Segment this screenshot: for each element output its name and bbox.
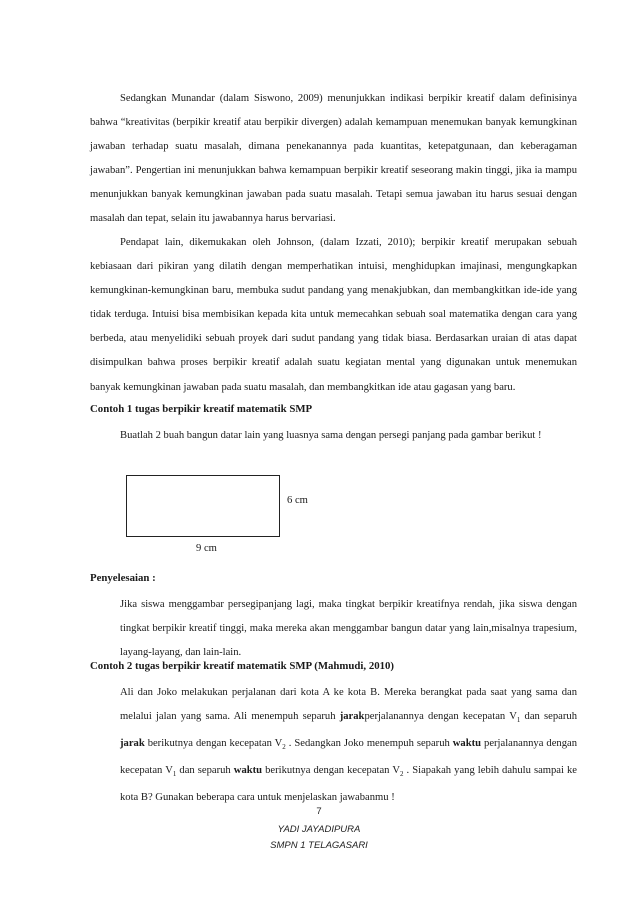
paragraph-johnson: Pendapat lain, dikemukakan oleh Johnson, (dalam Izzati, 2010); berpikir kreatif merupakan sebuah kebiasaan dari pikiran yang dilatih dengan memperhatikan intuisi, menghidupkan imajinasi, mengungkapkan kemungkinan-kemungkinan baru, membuka sudut pandang yang menakjubkan, dan membangkitkan ide-ide yang tidak terduga. Intuisi bisa membisikan kepada kita untuk memecahkan sebuah soal matematika dengan cara yang berbeda, atau menyelidiki sebuah proyek dari sudut pandang yang tidak biasa. Berdasarkan uraian di atas dapat disimpulkan bahwa proses berpikir kreatif adalah suatu kegiatan mental yang digunakan untuk menemukan banyak kemungkinan jawaban pada suatu masalah, dan membangkitkan ide atau gagasan yang baru.	[90, 237, 577, 393]
example-1-heading: Contoh 1 tugas berpikir kreatif matematik SMP	[90, 403, 313, 415]
paragraph-munandar: Sedangkan Munandar (dalam Siswono, 2009) menunjukkan indikasi berpikir kreatif dalam definisinya bahwa “kreativitas (berpikir kreatif atau berpikir divergen) adalah kemampuan menemukan banyak kemungkinan jawaban terhadap suatu masalah, dimana penekanannya pada kuantitas, ketepatgunaan, dan keberagaman jawaban”. Pengertian ini menunjukkan bahwa kemampuan berpikir kreatif seseorang makin tinggi, jika ia mampu menunjukkan banyak kemungkinan jawaban pada suatu masalah. Tetapi semua jawaban itu harus sesuai dengan masalah dan tepat, selain itu jawabannya harus bervariasi.	[90, 93, 577, 225]
example-2-heading: Contoh 2 tugas berpikir kreatif matematik SMP (Mahmudi, 2010)	[90, 660, 395, 672]
rectangle-width-label: 9 cm	[196, 543, 217, 554]
page-number: 7	[316, 806, 322, 817]
footer-school: SMPN 1 TELAGASARI	[270, 840, 368, 851]
example-1-task: Buatlah 2 buah bangun datar lain yang luasnya sama dengan persegi panjang pada gambar berikut !	[120, 430, 542, 441]
footer-author: YADI JAYADIPURA	[277, 824, 361, 835]
rectangle-height-label: 6 cm	[287, 495, 308, 506]
solution-text: Jika siswa menggambar persegipanjang lagi, maka tingkat berpikir kreatifnya rendah, jika siswa dengan tingkat berpikir kreatif tinggi, maka mereka akan menggambar bangun datar yang lain,misalnya trapesium, layang-layang, dan lain-lain.	[120, 599, 577, 658]
example-2-problem: Ali dan Joko melakukan perjalanan dari kota A ke kota B. Mereka berangkat pada saat yang sama dan melalui jalan yang sama. Ali menempuh separuh jarakperjalanannya dengan kecepatan $V_1$ dan separuh jarak berikutnya dengan kecepatan $V_2$ . Sedangkan Joko menempuh separuh waktu perjalanannya dengan kecepatan $V_1$ dan separuh waktu berikutnya dengan kecepatan $V_2$ . Siapakah yang lebih dahulu sampai ke kota B? Gunakan beberapa cara untuk menjelaskan jawabanmu !	[120, 687, 578, 804]
rectangle-figure	[126, 475, 280, 537]
solution-heading: Penyelesaian :	[90, 572, 156, 584]
